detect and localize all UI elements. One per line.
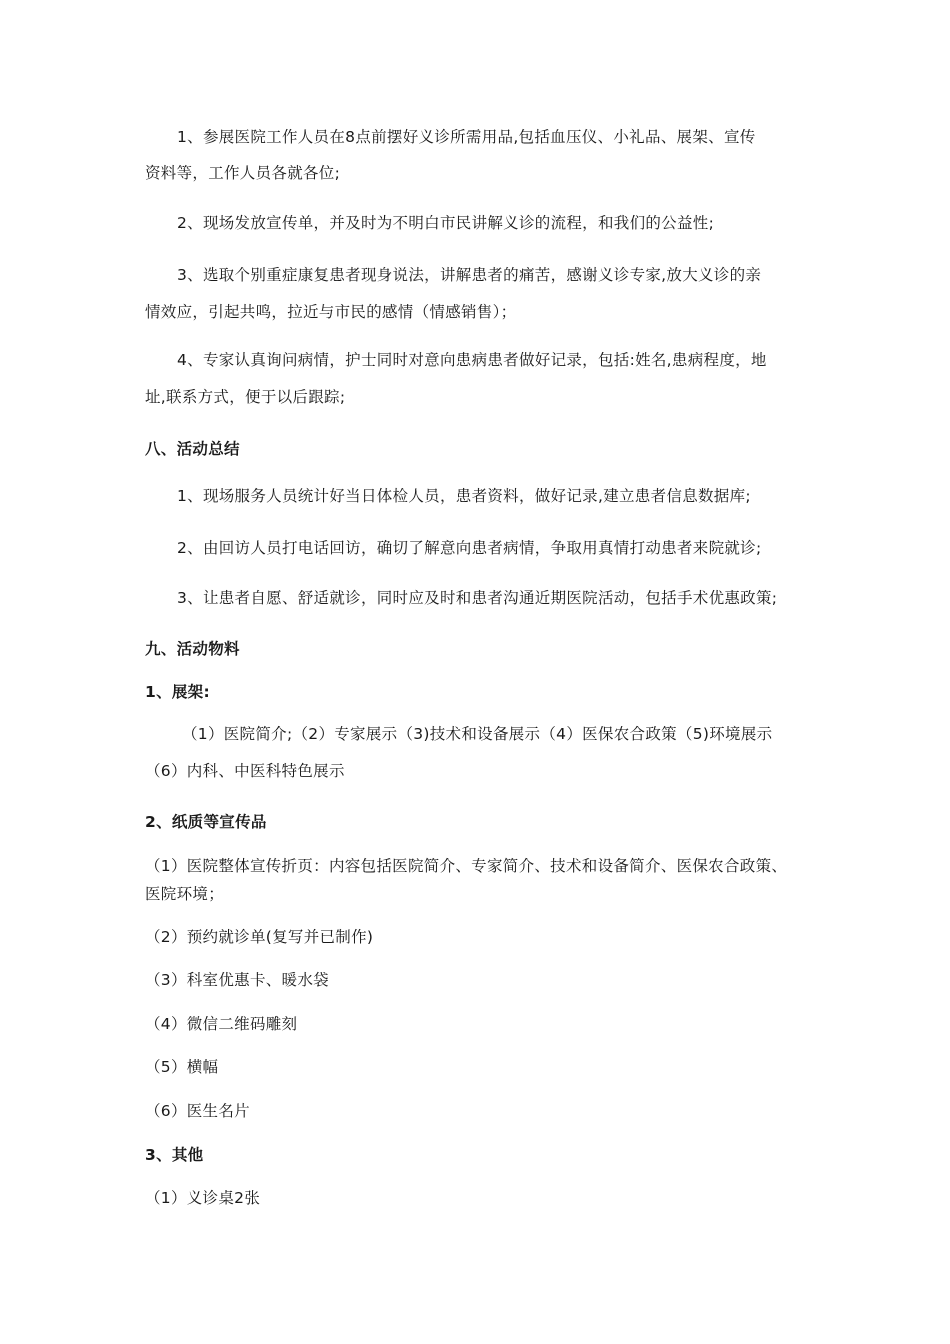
paragraph-line: 资料等，工作人员各就各位;	[145, 164, 341, 182]
list-item: （2）预约就诊单(复写并已制作)	[145, 928, 374, 946]
list-item: （1）义诊桌2张	[145, 1189, 261, 1207]
paragraph-line: 2、由回访人员打电话回访，确切了解意向患者病情，争取用真情打动患者来院就诊;	[177, 539, 762, 557]
subheading-printed-materials: 2、纸质等宣传品	[145, 813, 267, 831]
paragraph-line: （1）医院整体宣传折页：内容包括医院简介、专家简介、技术和设备简介、医保农合政策、	[145, 857, 788, 875]
list-item: （3）科室优惠卡、暖水袋	[145, 971, 329, 989]
paragraph-line: 址,联系方式，便于以后跟踪;	[145, 388, 346, 406]
subheading-display-stand: 1、展架:	[145, 683, 210, 701]
subheading-other: 3、其他	[145, 1146, 204, 1164]
list-item: （4）微信二维码雕刻	[145, 1015, 298, 1033]
paragraph-line: 2、现场发放宣传单，并及时为不明白市民讲解义诊的流程，和我们的公益性;	[177, 214, 715, 232]
paragraph-line: 1、现场服务人员统计好当日体检人员，患者资料，做好记录,建立患者信息数据库;	[177, 487, 751, 505]
list-item: （6）医生名片	[145, 1102, 250, 1120]
section-heading-summary: 八、活动总结	[145, 440, 240, 458]
list-item: （5）横幅	[145, 1058, 219, 1076]
paragraph-line: 4、专家认真询问病情，护士同时对意向患病患者做好记录，包括:姓名,患病程度，地	[177, 351, 767, 369]
section-heading-materials: 九、活动物料	[145, 640, 240, 658]
paragraph-line: 情效应，引起共鸣，拉近与市民的感情（情感销售）；	[145, 303, 517, 321]
paragraph-line: 1、参展医院工作人员在8点前摆好义诊所需用品,包括血压仪、小礼品、展架、宣传	[177, 128, 756, 146]
paragraph-line: 医院环境；	[145, 885, 225, 903]
paragraph-line: （6）内科、中医科特色展示	[145, 762, 345, 780]
paragraph-line: 3、让患者自愿、舒适就诊，同时应及时和患者沟通近期医院活动，包括手术优惠政策;	[177, 589, 778, 607]
paragraph-line: 3、选取个别重症康复患者现身说法，讲解患者的痛苦，感谢义诊专家,放大义诊的亲	[177, 266, 762, 284]
paragraph-line: （1）医院简介;（2）专家展示（3)技术和设备展示（4）医保农合政策（5)环境展示	[182, 725, 773, 743]
